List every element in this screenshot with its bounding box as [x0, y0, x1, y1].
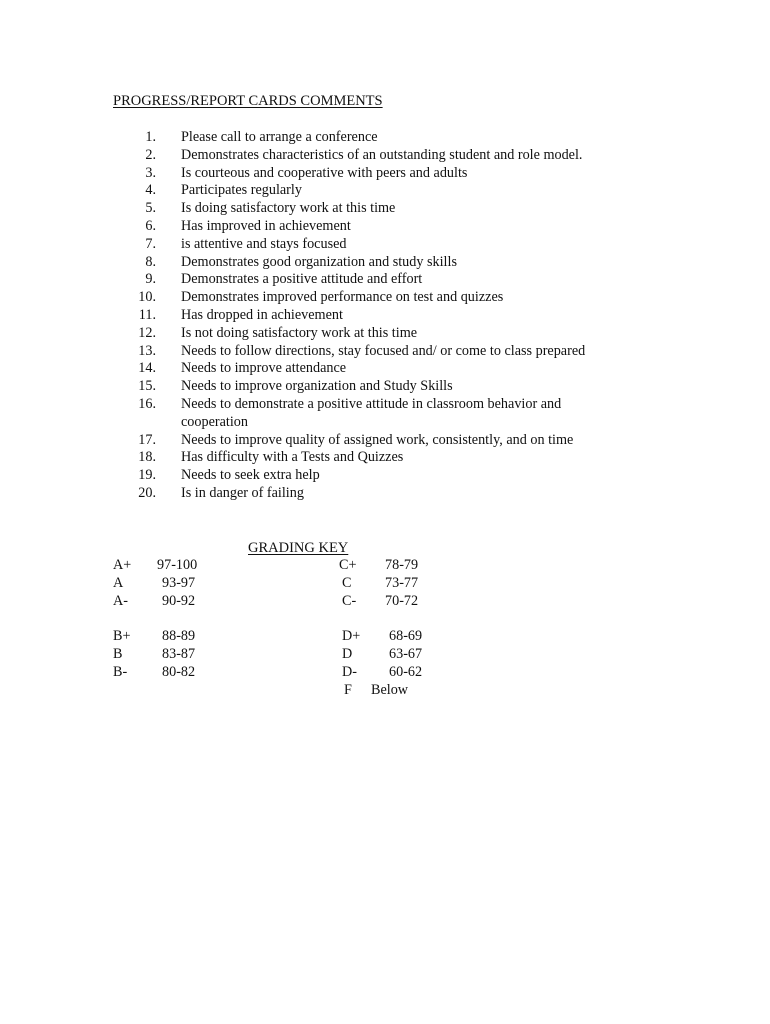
item-text: Is doing satisfactory work at this time [181, 200, 396, 217]
item-text: Needs to improve attendance [181, 360, 347, 377]
item-number: 4. [145, 182, 156, 199]
item-text: Needs to demonstrate a positive attitude in classroom behavior and cooperation [181, 395, 562, 430]
page-title: PROGRESS/REPORT CARDS COMMENTS [113, 93, 383, 109]
list-item [0, 254, 770, 272]
grade-letter: A- [113, 593, 128, 609]
grade-letter: C+ [339, 557, 357, 573]
grade-range: 90-92 [162, 593, 196, 609]
grade-letter: A+ [113, 557, 132, 573]
list-item [0, 396, 770, 432]
item-number: 7. [145, 235, 156, 252]
list-item [0, 147, 770, 165]
item-text: Please call to arrange a conference [181, 129, 378, 145]
grading-key-title [248, 540, 348, 557]
item-number: 13. [138, 342, 156, 359]
grade-letter: D- [342, 664, 357, 680]
list-item [0, 378, 770, 396]
grade-range: 63-67 [389, 646, 423, 662]
item-text: is attentive and stays focused [181, 235, 347, 252]
grade-range: 70-72 [385, 593, 419, 609]
item-number: 1. [145, 129, 156, 145]
list-item [0, 325, 770, 343]
item-text: Has improved in achievement [181, 217, 351, 234]
item-text: Demonstrates characteristics of an outstanding student and role model. [181, 146, 583, 163]
comment-list [0, 129, 770, 503]
list-item [0, 129, 770, 147]
item-text: Is in danger of failing [181, 484, 304, 501]
grade-range: 73-77 [385, 575, 419, 591]
grading-key-title-text: GRADING KEY [248, 540, 349, 556]
item-number: 18. [138, 449, 156, 466]
item-number: 8. [145, 253, 156, 270]
item-number: 17. [138, 431, 156, 448]
grade-range: Below [371, 682, 409, 698]
grade-letter: C- [342, 593, 357, 609]
item-number: 20. [138, 484, 156, 501]
grade-letter: B [113, 646, 123, 662]
item-text: Is courteous and cooperative with peers and adults [181, 164, 468, 181]
grade-range: 80-82 [162, 664, 196, 680]
grade-letter: F [344, 682, 352, 698]
list-item [0, 449, 770, 467]
grade-letter: D [342, 646, 353, 662]
list-item [0, 165, 770, 183]
list-item [0, 432, 770, 450]
grade-letter: D+ [342, 628, 361, 644]
item-text: Is not doing satisfactory work at this time [181, 324, 418, 341]
list-item [0, 289, 770, 307]
list-item [0, 218, 770, 236]
item-number: 2. [145, 146, 156, 163]
list-item [0, 182, 770, 200]
item-text: Demonstrates improved performance on test and quizzes [181, 289, 504, 306]
list-item [0, 485, 770, 503]
item-text: Demonstrates good organization and study skills [181, 253, 457, 270]
list-item [0, 200, 770, 218]
grade-range: 60-62 [389, 664, 423, 680]
grade-letter: A [113, 575, 124, 591]
item-text: Demonstrates a positive attitude and effort [181, 271, 423, 288]
item-text: Has dropped in achievement [181, 306, 343, 323]
item-number: 19. [138, 467, 156, 484]
list-item [0, 307, 770, 325]
item-number: 16. [138, 395, 156, 412]
item-text: Needs to follow directions, stay focused and/ or come to class prepared [181, 342, 586, 359]
list-item [0, 271, 770, 289]
item-text: Has difficulty with a Tests and Quizzes [181, 449, 404, 466]
item-number: 12. [138, 324, 156, 341]
list-item [0, 343, 770, 361]
item-text: Needs to improve organization and Study Skills [181, 378, 453, 395]
item-number: 15. [138, 378, 156, 395]
grade-range: 83-87 [162, 646, 196, 662]
item-number: 14. [138, 360, 156, 377]
list-item [0, 360, 770, 378]
grade-letter: C [342, 575, 352, 591]
item-number: 10. [138, 289, 156, 306]
item-text: Needs to improve quality of assigned work, consistently, and on time [181, 431, 574, 448]
grade-range: 97-100 [157, 557, 198, 573]
item-text: Participates regularly [181, 182, 302, 199]
grade-range: 93-97 [162, 575, 196, 591]
item-number: 11. [138, 306, 156, 323]
item-number: 3. [145, 164, 156, 181]
list-item [0, 467, 770, 485]
grade-letter: B+ [113, 628, 131, 644]
item-number: 9. [145, 271, 156, 288]
item-number: 6. [145, 217, 156, 234]
item-text: Needs to seek extra help [181, 467, 320, 484]
grade-range: 78-79 [385, 557, 419, 573]
list-item [0, 236, 770, 254]
grade-letter: B- [113, 664, 128, 680]
grade-range: 88-89 [162, 628, 196, 644]
item-number: 5. [145, 200, 156, 217]
grade-range: 68-69 [389, 628, 423, 644]
